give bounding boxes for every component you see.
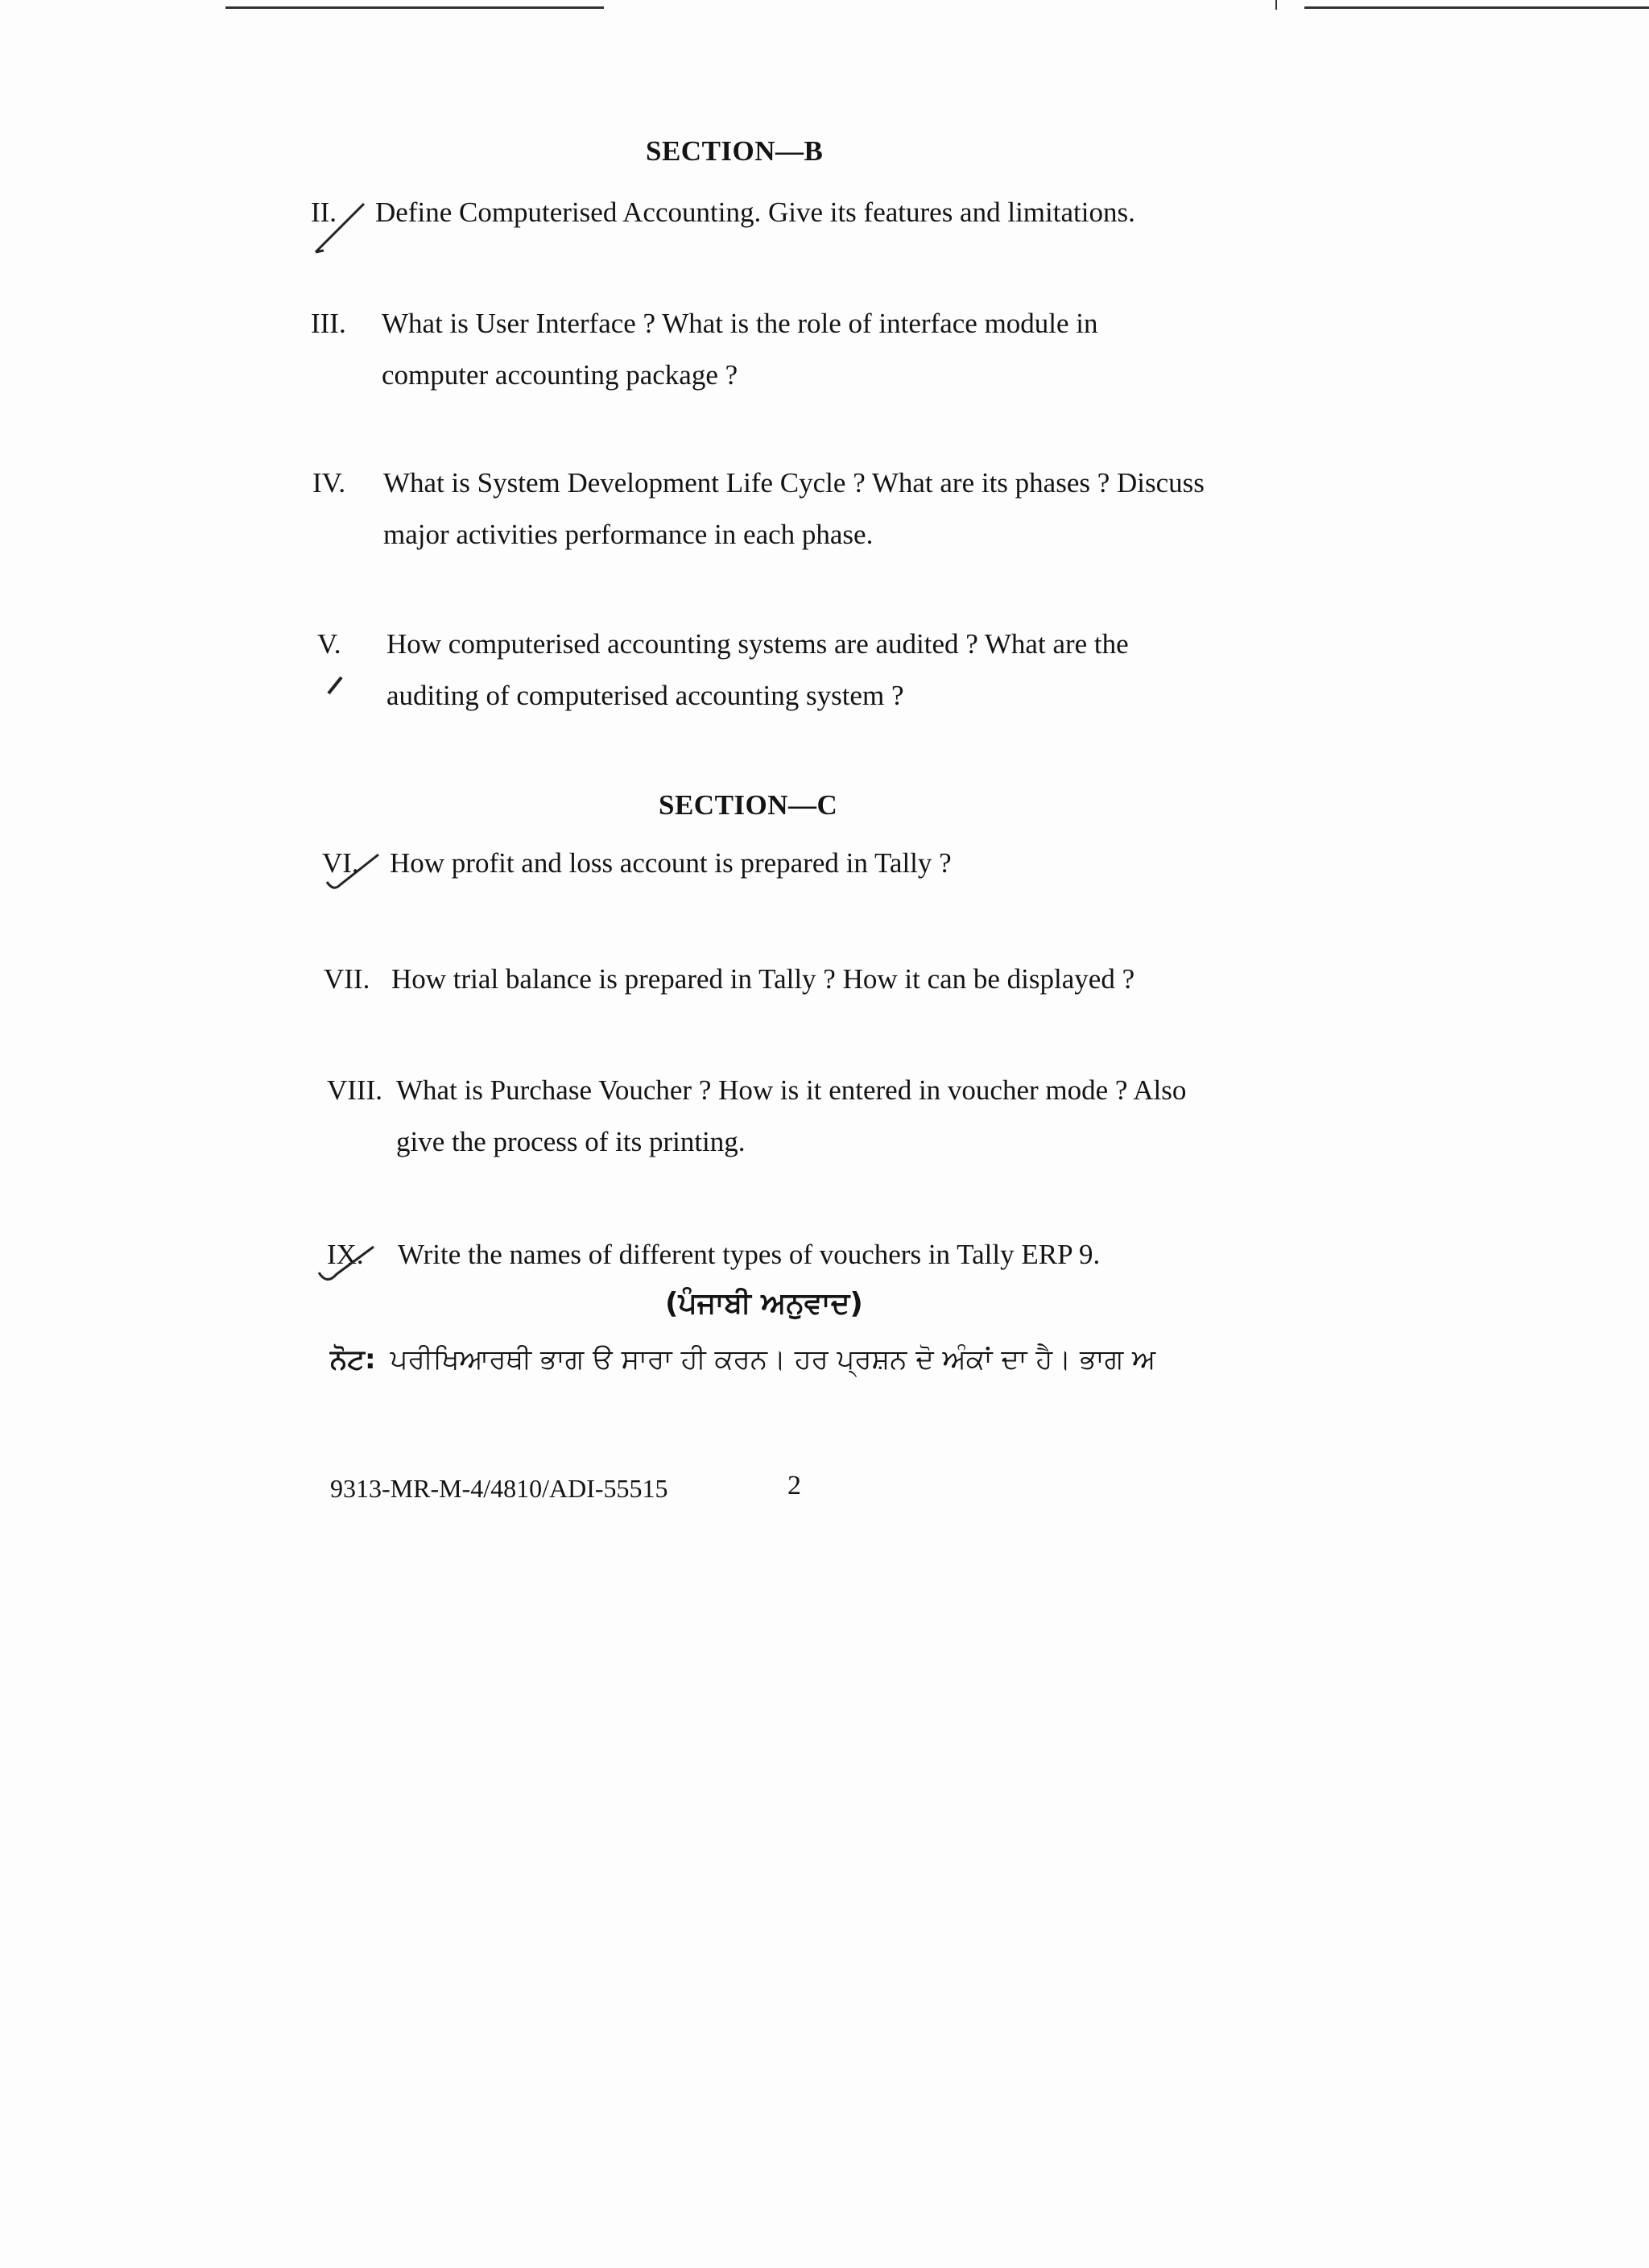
section-c-title: SECTION—C xyxy=(659,789,838,821)
question-number: IV. xyxy=(312,467,346,499)
top-rule-right xyxy=(1304,6,1649,9)
question-number: VII. xyxy=(324,963,370,995)
question-text: How profit and loss account is prepared in Tally ? xyxy=(390,847,952,879)
top-rule-left xyxy=(225,6,604,9)
question-number: IX. xyxy=(327,1239,364,1270)
question-number: III. xyxy=(311,308,346,339)
question-number: VI. xyxy=(322,847,359,879)
question-text: How computerised accounting systems are audited ? What are the auditing of computerised accounting system ? xyxy=(386,628,1129,711)
question-number: II. xyxy=(311,197,337,228)
question-number: VIII. xyxy=(327,1074,382,1106)
top-tick-mark xyxy=(1275,0,1277,10)
handwritten-tick-mark xyxy=(316,1240,380,1289)
handwritten-tick-mark xyxy=(322,850,386,898)
punjabi-translation-heading: (ਪੰਜਾਬੀ ਅਨੁਵਾਦ) xyxy=(665,1287,863,1320)
question-text: What is User Interface ? What is the role of interface module in computer accounting package ? xyxy=(382,308,1098,391)
handwritten-tick-mark xyxy=(306,197,370,262)
paper-code: 9313-MR-M-4/4810/ADI-55515 xyxy=(330,1474,668,1503)
punjabi-note xyxy=(330,1343,1155,1376)
note-label: ਨੋਟ: xyxy=(330,1343,376,1376)
handwritten-tick-mark xyxy=(322,673,354,705)
question-text: What is System Development Life Cycle ? What are its phases ? Discuss major activities performance in each phase. xyxy=(383,467,1205,550)
note-text: ਪਰੀਖਿਆਰਥੀ ਭਾਗ ੳ ਸਾਰਾ ਹੀ ਕਰਨ। ਹਰ ਪ੍ਰਸ਼ਨ ਦੋ ਅੰਕਾਂ ਦਾ ਹੈ। ਭਾਗ ਅ xyxy=(390,1343,1156,1376)
page-number: 2 xyxy=(787,1471,801,1500)
section-b-title: SECTION—B xyxy=(646,135,824,167)
question-text: Define Computerised Accounting. Give its features and limitations. xyxy=(375,197,1135,228)
question-text: Write the names of different types of vouchers in Tally ERP 9. xyxy=(398,1239,1101,1270)
question-text: What is Purchase Voucher ? How is it entered in voucher mode ? Also give the process of its printing. xyxy=(396,1074,1187,1157)
question-number: V. xyxy=(317,628,341,660)
question-text: How trial balance is prepared in Tally ? How it can be displayed ? xyxy=(391,963,1135,995)
